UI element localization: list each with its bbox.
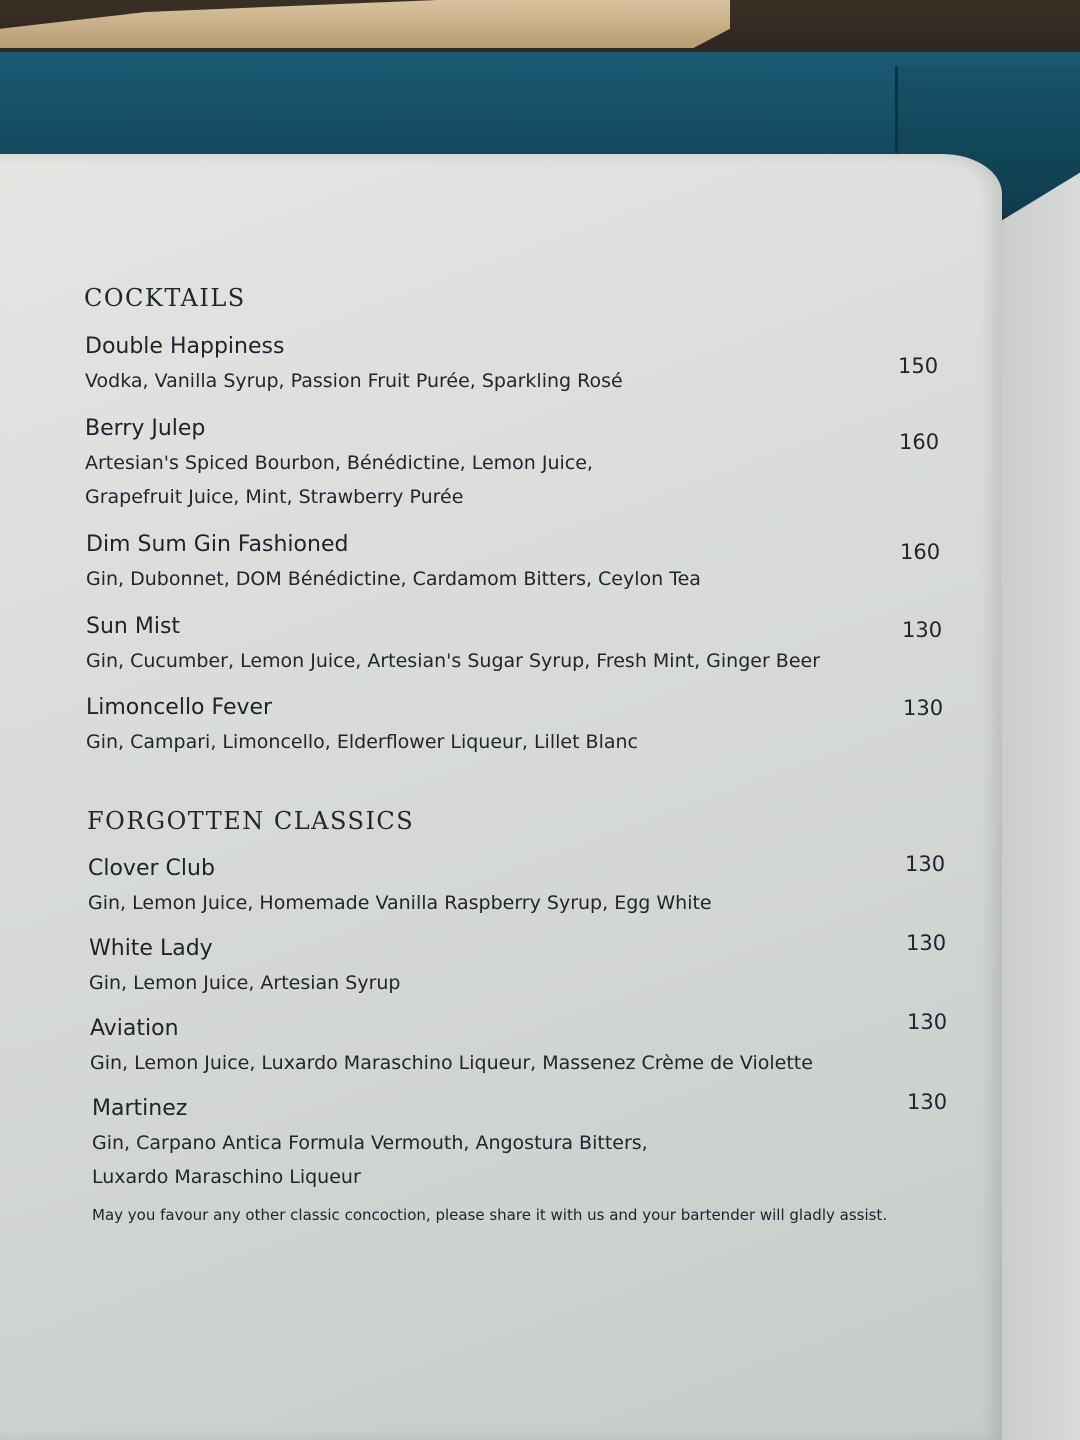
item-description: Gin, Lemon Juice, Homemade Vanilla Raspberry Syrup, Egg White [88,892,712,914]
item-price: 130 [906,931,947,955]
item-description: Gin, Dubonnet, DOM Bénédictine, Cardamom Bitters, Ceylon Tea [86,568,701,590]
menu-item-clover-club [88,854,948,920]
item-name: White Lady [89,936,213,961]
item-price: 130 [903,696,944,720]
item-price: 160 [900,540,941,564]
item-price: 150 [898,354,939,378]
menu-item-limoncello-fever [86,693,946,759]
item-name: Limoncello Fever [86,695,273,720]
item-description: Gin, Lemon Juice, Artesian Syrup [89,972,401,994]
menu-item-aviation [90,1014,950,1080]
item-price: 130 [907,1010,948,1034]
item-name: Martinez [92,1096,188,1121]
item-description-cont: Grapefruit Juice, Mint, Strawberry Purée [85,486,464,508]
menu-item-dim-sum-gin-fashioned [86,530,946,596]
item-price: 130 [905,852,946,876]
menu-content [0,154,1002,1440]
item-description: Artesian's Spiced Bourbon, Bénédictine, Lemon Juice, [85,452,593,474]
item-name: Berry Julep [85,416,206,441]
item-name: Dim Sum Gin Fashioned [86,532,349,557]
item-price: 130 [907,1090,948,1114]
section-title-forgotten-classics: FORGOTTEN CLASSICS [87,807,415,835]
menu-item-white-lady [89,934,949,1000]
item-description: Gin, Carpano Antica Formula Vermouth, Angostura Bitters, [92,1132,648,1154]
menu-item-berry-julep [85,414,945,514]
item-description-cont: Luxardo Maraschino Liqueur [92,1166,361,1188]
item-description: Gin, Cucumber, Lemon Juice, Artesian's Sugar Syrup, Fresh Mint, Ginger Beer [86,650,821,672]
menu-footnote: May you favour any other classic concoction, please share it with us and your bartender will gladly assist. [92,1206,888,1224]
menu-item-double-happiness [85,332,945,398]
next-page-edge [998,172,1080,1440]
menu-page [0,154,1002,1440]
menu-item-martinez [92,1094,952,1194]
menu-item-sun-mist [86,612,946,678]
item-price: 160 [899,430,940,454]
item-price: 130 [902,618,943,642]
item-name: Aviation [90,1016,179,1041]
item-name: Clover Club [88,856,215,881]
item-description: Vodka, Vanilla Syrup, Passion Fruit Purée, Sparkling Rosé [85,370,623,392]
item-name: Double Happiness [85,334,285,359]
item-name: Sun Mist [86,614,181,639]
section-title-cocktails: COCKTAILS [84,284,246,312]
item-description: Gin, Campari, Limoncello, Elderflower Liqueur, Lillet Blanc [86,731,639,753]
item-description: Gin, Lemon Juice, Luxardo Maraschino Liqueur, Massenez Crème de Violette [90,1052,813,1074]
